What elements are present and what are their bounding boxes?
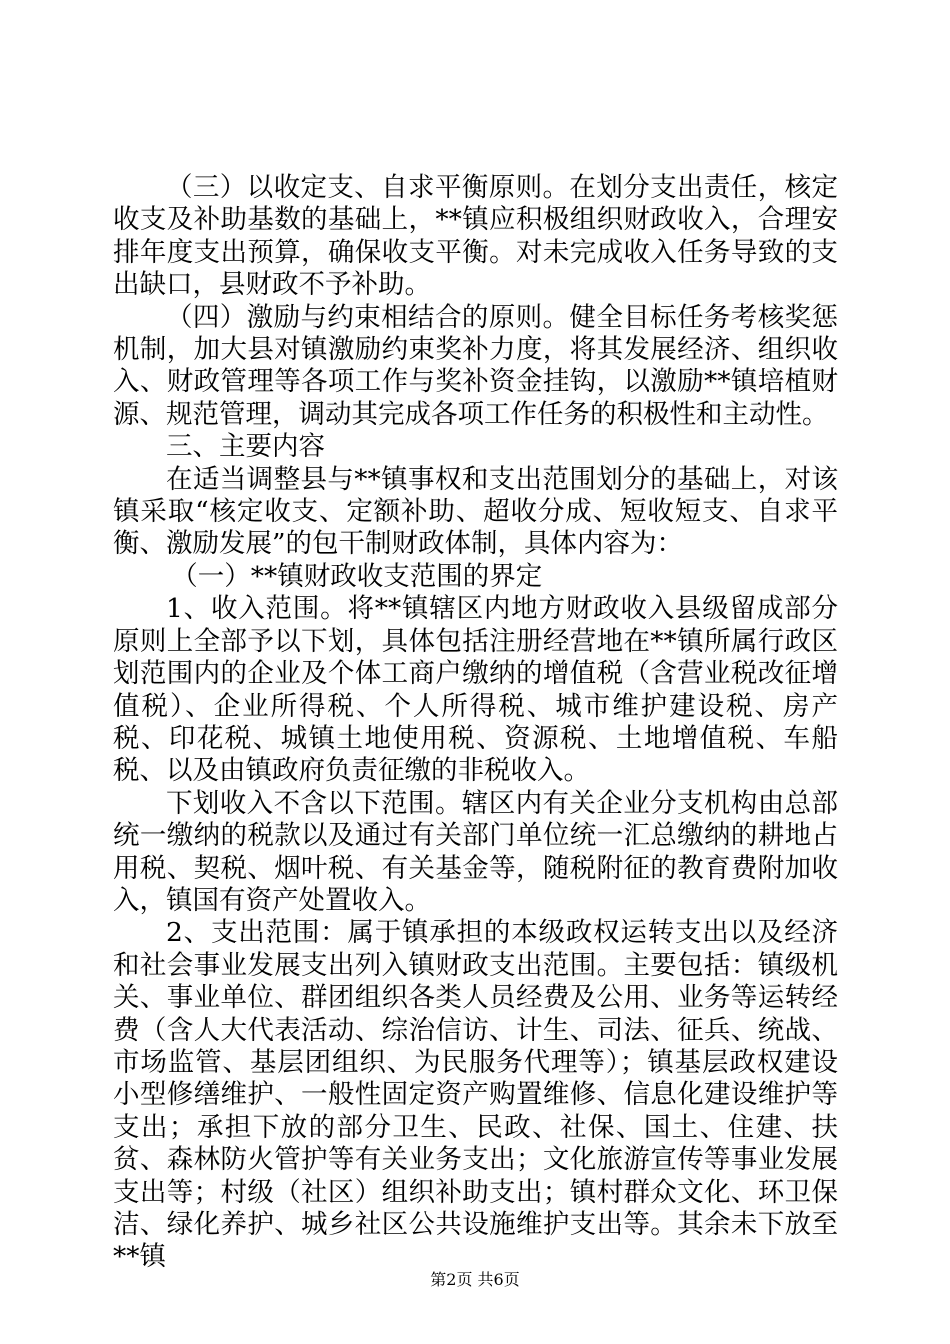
paragraph-principle-four: （四）激励与约束相结合的原则。健全目标任务考核奖惩机制，加大县对镇激励约束奖补力度，将其发展经济、组织收入、财政管理等各项工作与奖补资金挂钩，以激励**镇培植财源、规范管理，调动其完成各项工作任务的积极性和主动性。	[113, 301, 838, 430]
page-number-footer: 第2页 共6页	[430, 1270, 520, 1289]
paragraph-intro: 在适当调整县与**镇事权和支出范围划分的基础上，对该镇采取“核定收支、定额补助、超收分成、短收短支、自求平衡、激励发展”的包干制财政体制，具体内容为：	[113, 463, 838, 560]
paragraph-principle-three: （三）以收定支、自求平衡原则。在划分支出责任，核定收支及补助基数的基础上，**镇应积极组织财政收入，合理安排年度支出预算，确保收支平衡。对未完成收入任务导致的支出缺口，县财政不予补助。	[113, 172, 838, 301]
document-body	[113, 172, 838, 1274]
paragraph-expenditure-scope: 2、支出范围：属于镇承担的本级政权运转支出以及经济和社会事业发展支出列入镇财政支出范围。主要包括：镇级机关、事业单位、群团组织各类人员经费及公用、业务等运转经费（含人大代表活动、综治信访、计生、司法、征兵、统战、市场监管、基层团组织、为民服务代理等）；镇基层政权建设小型修缮维护、一般性固定资产购置维修、信息化建设维护等支出；承担下放的部分卫生、民政、社保、国土、住建、扶贫、森林防火管护等有关业务支出；文化旅游宣传等事业发展支出等；村级（社区）组织补助支出；镇村群众文化、环卫保洁、绿化养护、城乡社区公共设施维护支出等。其余未下放至**镇	[113, 917, 838, 1273]
paragraph-revenue-exclusions: 下划收入不含以下范围。辖区内有关企业分支机构由总部统一缴纳的税款以及通过有关部门单位统一汇总缴纳的耕地占用税、契税、烟叶税、有关基金等，随税附征的教育费附加收入，镇国有资产处置收入。	[113, 787, 838, 916]
paragraph-revenue-scope: 1、收入范围。将**镇辖区内地方财政收入县级留成部分原则上全部予以下划，具体包括注册经营地在**镇所属行政区划范围内的企业及个体工商户缴纳的增值税（含营业税改征增值税）、企业所得税、个人所得税、城市维护建设税、房产税、印花税、城镇土地使用税、资源税、土地增值税、车船税、以及由镇政府负责征缴的非税收入。	[113, 593, 838, 787]
subsection-heading-scope: （一）**镇财政收支范围的界定	[171, 560, 543, 592]
section-heading-main-content: 三、主要内容	[166, 431, 325, 463]
